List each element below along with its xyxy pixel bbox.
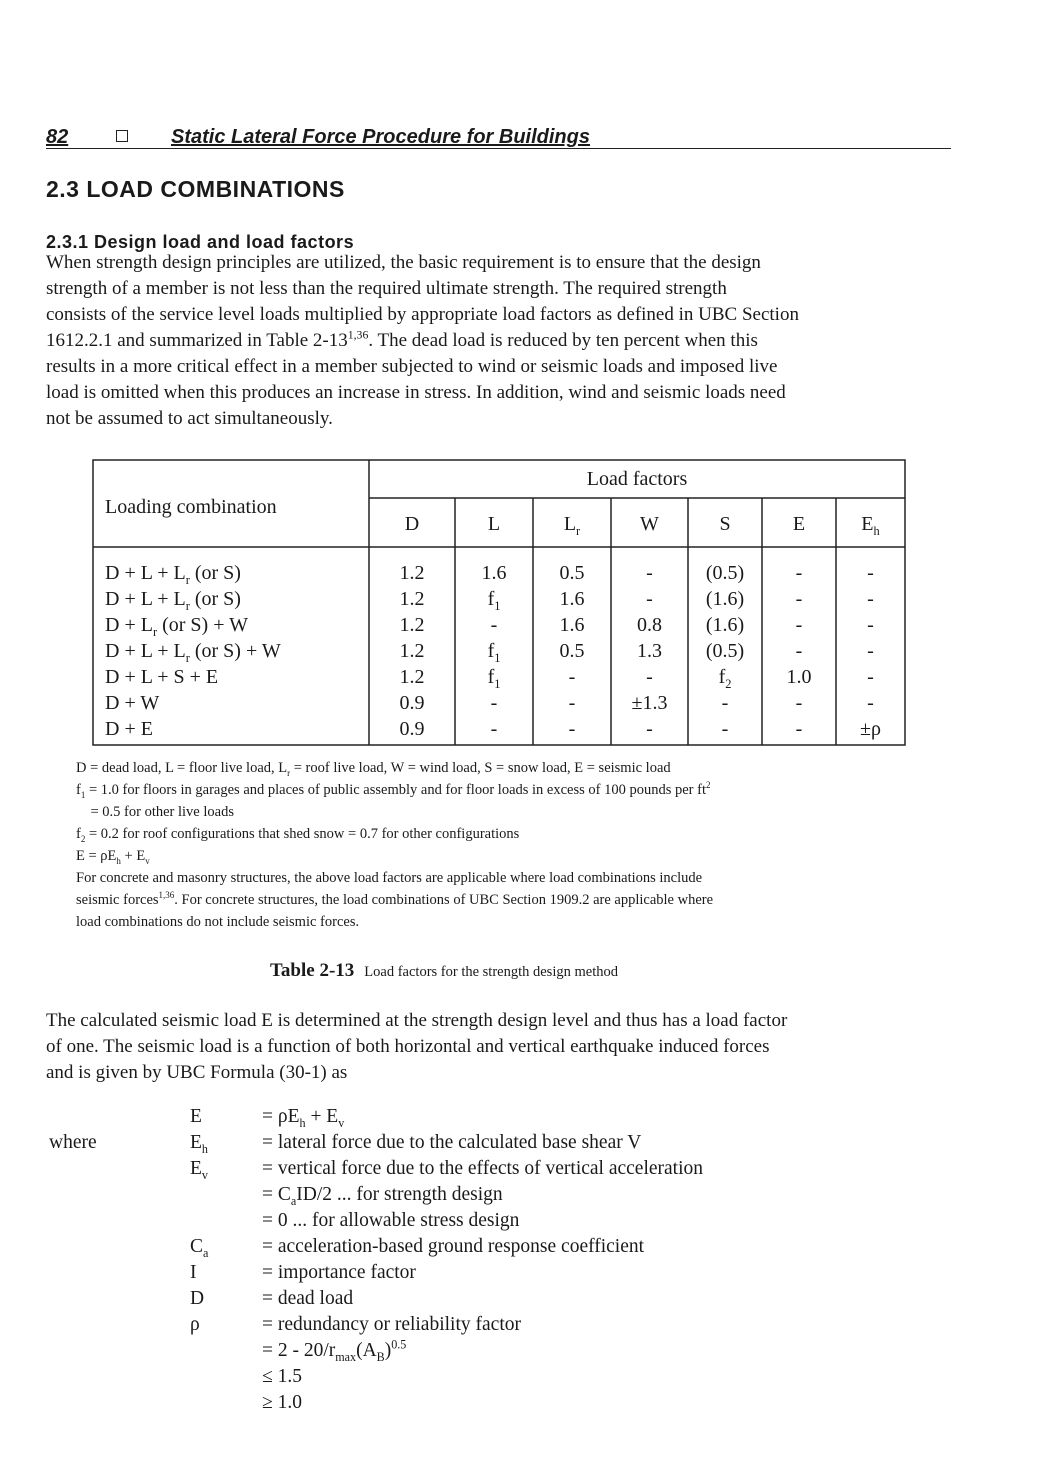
definition-text: = $2 - 20/r_{max}(A_B)^{0.5}$ <box>262 1337 407 1364</box>
table-row-label: $D + L + L_r$ (or S) + W <box>105 640 281 665</box>
section-heading: 2.3 LOAD COMBINATIONS <box>46 176 345 202</box>
subsection-heading: 2.3.1 Design load and load factors <box>46 232 355 252</box>
table-cell: (1.6) <box>705 588 745 610</box>
definition-symbol: $E_v$ <box>190 1158 208 1182</box>
column-header-e: E <box>792 513 806 535</box>
column-header-d: D <box>404 513 420 535</box>
table-note-line: = 0.5 for other live loads <box>76 804 234 820</box>
page-number: 82 <box>46 126 69 148</box>
table-cell: - <box>490 614 498 636</box>
table-row-label: D + W <box>105 692 160 714</box>
table-cell: - <box>646 562 653 584</box>
caption-number: Table 2-13 <box>270 960 355 981</box>
table-row-label: D + E <box>105 718 153 740</box>
table-cell: - <box>721 692 729 714</box>
definition-symbol: ρ <box>190 1314 200 1335</box>
table-cell: - <box>867 692 874 714</box>
table-cell: - <box>867 588 874 610</box>
table-cell: - <box>568 666 576 688</box>
body-paragraph-line: The calculated seismic load E is determined at the strength design level and thus has a load factor <box>46 1010 788 1031</box>
intro-paragraph-line: load is omitted when this produces an increase in stress. In addition, wind and seismic loads need <box>46 382 786 403</box>
definition-symbol: I <box>190 1262 197 1283</box>
table-cell: - <box>490 718 498 740</box>
table-cell: - <box>490 692 498 714</box>
definition-text: = redundancy or reliability factor <box>262 1314 521 1335</box>
table-note-line: For concrete and masonry structures, the above load factors are applicable where load combinations include <box>76 870 703 886</box>
table-cell: $f_1$ <box>487 666 501 691</box>
table-cell: - <box>795 614 803 636</box>
intro-text-segment: 1612.2.1 and summarized in Table 2-13 <box>46 330 348 351</box>
table-note-line: $f_1 = 1.0$ for floors in garages and places of public assembly and for floor loads in excess of 100 pounds per $ft^2$ <box>76 780 711 800</box>
running-header-title: Static Lateral Force Procedure for Buildings <box>171 126 590 148</box>
table-cell: 0.9 <box>399 718 425 740</box>
table-cell: 1.2 <box>399 666 425 688</box>
table-cell: - <box>867 640 874 662</box>
table-cell: 1.2 <box>399 640 425 662</box>
body-paragraph-line: and is given by UBC Formula (30-1) as <box>46 1062 348 1083</box>
table-cell: $f_1$ <box>487 588 501 613</box>
table-row-label: D + L + S + E <box>105 666 219 688</box>
table-cell: 1.2 <box>399 562 425 584</box>
column-header-w: W <box>640 513 659 535</box>
column-header-s: S <box>719 513 731 535</box>
table-cell: ±ρ <box>860 718 881 740</box>
intro-paragraph-line: strength of a member is not less than the required ultimate strength. The required strength <box>46 278 727 299</box>
column-header-l: L <box>487 513 501 535</box>
table-cell: - <box>795 692 803 714</box>
table-row-label: $D + L + L_r$ (or S) <box>105 588 241 613</box>
definition-text: = lateral force due to the calculated base shear V <box>262 1132 642 1153</box>
table-cell: (1.6) <box>705 614 745 636</box>
table-cell: - <box>646 588 653 610</box>
table-cell: - <box>795 562 803 584</box>
table-note-line: D = dead load, L = floor live load, $L_r$ = roof live load, W = wind load, S = snow load, E = seismic load <box>76 760 671 778</box>
caption-text: Load factors for the strength design method <box>364 964 618 980</box>
definition-symbol: $E_h$ <box>190 1132 208 1156</box>
column-header-lr: $L_r$ <box>563 513 581 538</box>
table-cell: 0.9 <box>399 692 425 714</box>
table-cell: $f_2$ <box>718 666 732 691</box>
table-cell: 1.2 <box>399 588 425 610</box>
table-cell: 1.6 <box>481 562 507 584</box>
body-paragraph-line: of one. The seismic load is a function of both horizontal and vertical earthquake induced forces <box>46 1036 770 1057</box>
intro-text-segment: . The dead load is reduced by ten percent when this <box>368 330 758 351</box>
table-cell: - <box>867 562 874 584</box>
definition-symbol: D <box>190 1288 205 1309</box>
table-cell: - <box>795 718 803 740</box>
table-cell: (0.5) <box>705 640 745 662</box>
table-cell: - <box>795 640 803 662</box>
definition-symbol: $C_a$ <box>190 1236 209 1260</box>
table-cell: 1.6 <box>559 588 585 610</box>
table-cell: 0.5 <box>559 640 585 662</box>
where-label: where <box>49 1132 97 1153</box>
intro-paragraph-line: When strength design principles are utilized, the basic requirement is to ensure that the design <box>46 252 761 273</box>
table-cell: - <box>867 614 874 636</box>
definition-text: = vertical force due to the effects of vertical acceleration <box>262 1158 704 1179</box>
table-cell: 1.3 <box>637 640 662 662</box>
table-row-label: $D + L_r$ (or S) + W <box>105 614 248 639</box>
table-cell: 1.2 <box>399 614 425 636</box>
table-cell: $f_1$ <box>487 640 501 665</box>
table-note-line: seismic forces$^{1,36}$. For concrete structures, the load combinations of UBC Section 1909.2 are applicable where <box>76 890 714 908</box>
definition-text: = acceleration-based ground response coefficient <box>262 1236 645 1257</box>
table-cell: - <box>646 718 653 740</box>
definition-text: = dead load <box>262 1288 354 1309</box>
table-caption <box>270 960 618 982</box>
table-note-line: $f_2 = 0.2$ for roof configurations that shed snow = 0.7 for other configurations <box>76 826 520 844</box>
table-cell: 0.8 <box>637 614 662 636</box>
intro-paragraph-line: results in a more critical effect in a member subjected to wind or seismic loads and imposed live <box>46 356 778 377</box>
table-cell: - <box>646 666 653 688</box>
column-header-eh: $E_h$ <box>861 513 880 538</box>
table-cell: - <box>721 718 729 740</box>
table-note-line: load combinations do not include seismic forces. <box>76 914 360 930</box>
table-row-label: $D + L + L_r$ (or S) <box>105 562 241 587</box>
definition-text: = $C_aID/2$ ... for strength design <box>262 1184 503 1208</box>
table-cell: - <box>867 666 874 688</box>
intro-paragraph-line: consists of the service level loads multiplied by appropriate load factors as defined in UBC Section <box>46 304 799 325</box>
table-cell: ±1.3 <box>631 692 668 714</box>
definition-text: = importance factor <box>262 1262 416 1283</box>
table-cell: 0.5 <box>559 562 585 584</box>
definition-text: = $\rho E_h + E_v$ <box>262 1106 345 1130</box>
table-cell: 1.0 <box>786 666 812 688</box>
definition-text: ≤ 1.5 <box>262 1366 302 1387</box>
table-cell: 1.6 <box>559 614 585 636</box>
row-header-label: Loading combination <box>105 496 277 518</box>
table-cell: - <box>568 692 576 714</box>
definition-symbol: E <box>190 1106 202 1127</box>
table-cell: (0.5) <box>705 562 745 584</box>
reference-superscript: 1,36 <box>347 328 369 342</box>
table-cell: - <box>795 588 803 610</box>
table-note-line: $E = \rho E_h + E_v$ <box>76 848 150 866</box>
definition-text: ≥ 1.0 <box>262 1392 302 1413</box>
table-cell: - <box>568 718 576 740</box>
intro-paragraph-line: not be assumed to act simultaneously. <box>46 408 333 429</box>
definition-text: = 0 ... for allowable stress design <box>262 1210 520 1231</box>
column-group-header: Load factors <box>586 468 688 490</box>
